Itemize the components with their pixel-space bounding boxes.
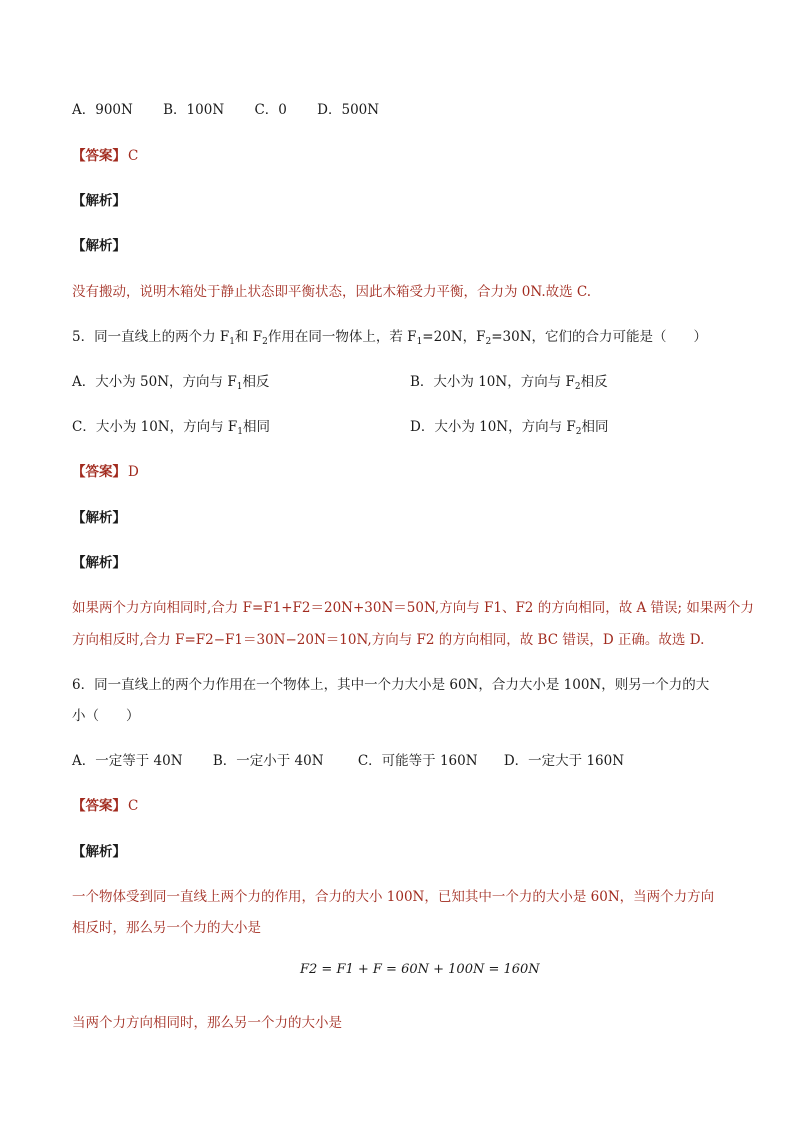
q6-option-b: B．一定小于 40N (212, 753, 324, 769)
q4-answer-value: C (128, 148, 139, 164)
q4-answer-label: 【答案】 (72, 148, 126, 164)
q5-analysis-label-1: 【解析】 (72, 510, 126, 526)
q6-answer-label: 【答案】 (72, 798, 126, 814)
q6-formula: F2 = F1 + F = 60N + 100N = 160N (300, 962, 540, 977)
q6-analysis-line-1: 一个物体受到同一直线上两个力的作用，合力的大小 100N，已知其中一个力的大小是 60N，当两个力方向 (72, 889, 715, 905)
q4-analysis-text: 没有搬动，说明木箱处于静止状态即平衡状态，因此木箱受力平衡，合力为 0N.故选 C. (72, 284, 592, 300)
q6-options (72, 751, 624, 771)
q5-stem: 5．同一直线上的两个力 $F_1$和 $F_2$作用在同一物体上，若 $F_1=20N$，$F_2=30N$，它们的合力可能是（ ） (72, 329, 708, 347)
q6-option-d: D．一定大于 160N (503, 753, 625, 769)
q4-option-a: A．900N (72, 102, 133, 118)
q5-answer (72, 462, 139, 482)
q4-option-c: C．0 (254, 102, 287, 118)
q6-analysis-line-2: 相反时，那么另一个力的大小是 (72, 920, 261, 936)
q6-stem-line-2: 小（ ） (72, 708, 140, 724)
q6-stem-line-1: 6．同一直线上的两个力作用在一个物体上，其中一个力大小是 60N，合力大小是 100N，则另一个力的大 (72, 677, 710, 693)
q5-options-row-2 (72, 417, 722, 437)
q6-option-c: C．可能等于 160N (357, 753, 478, 769)
q5-answer-label: 【答案】 (72, 464, 126, 480)
q5-analysis-label-2: 【解析】 (72, 555, 126, 571)
q4-analysis-label-1: 【解析】 (72, 193, 126, 209)
q5-answer-value: D (128, 464, 139, 480)
q6-analysis-label: 【解析】 (72, 844, 126, 860)
q4-option-b: B．100N (163, 102, 225, 118)
q5-options-row-1 (72, 372, 722, 392)
q5-option-c: C．大小为 10N，方向与 $F_1$相同 (72, 419, 271, 437)
q5-analysis-line-2: 方向相反时,合力 F=F2−F1＝30N−20N＝10N,方向与 F2 的方向相同，故 BC 错误，D 正确。故选 D. (72, 632, 705, 648)
q6-analysis-line-3: 当两个力方向相同时，那么另一个力的大小是 (72, 1015, 342, 1031)
q5-option-d: D．大小为 10N，方向与 $F_2$相同 (410, 419, 609, 437)
q5-analysis-line-1: 如果两个力方向相同时,合力 F=F1+F2＝20N+30N＝50N,方向与 F1、F2 的方向相同，故 A 错误; 如果两个力 (72, 600, 754, 616)
q4-option-d: D．500N (317, 102, 380, 118)
q6-answer-value: C (128, 798, 139, 814)
q6-option-a: A．一定等于 40N (72, 753, 183, 769)
q5-option-b: B．大小为 10N，方向与 $F_2$相反 (410, 374, 608, 392)
q4-answer (72, 146, 138, 166)
q5-option-a: A．大小为 50N，方向与 $F_1$相反 (72, 374, 270, 392)
q4-options (72, 100, 379, 120)
q6-answer (72, 796, 138, 816)
q4-analysis-label-2: 【解析】 (72, 238, 126, 254)
